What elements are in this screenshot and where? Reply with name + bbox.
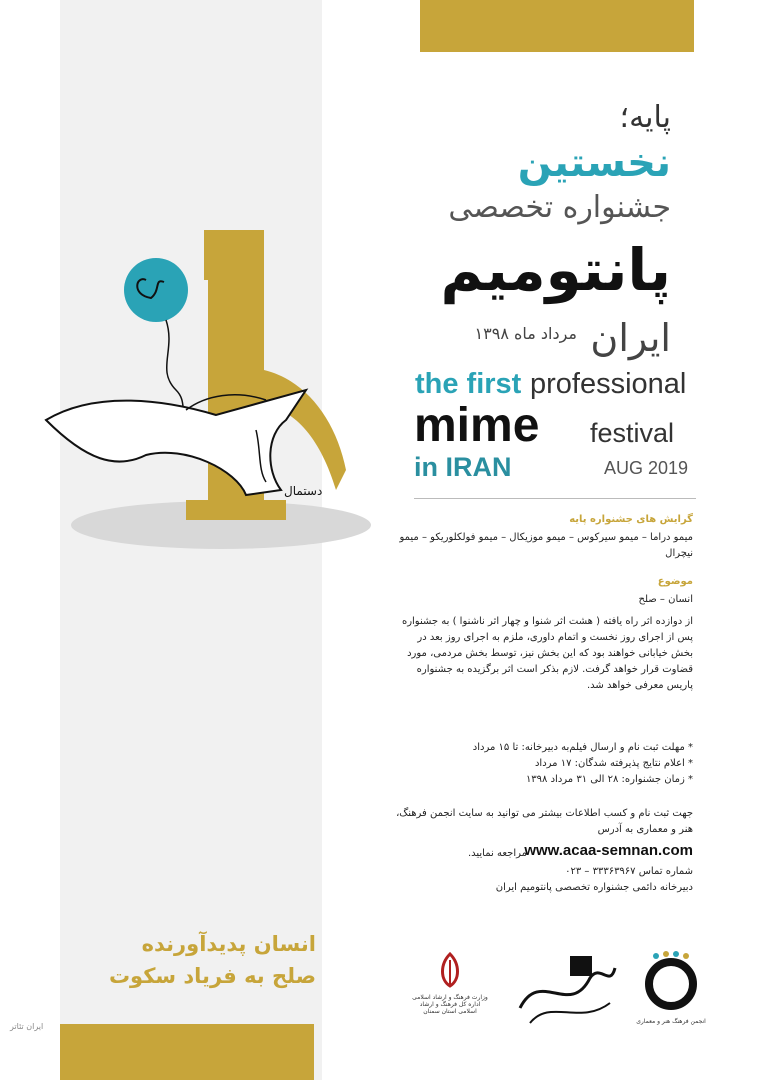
slogan-line-1: انسان پدیدآورنده xyxy=(141,932,316,956)
website-link[interactable]: www.acaa-semnan.com xyxy=(524,842,693,859)
genres-text: میمو دراما – میمو سیرکوس – میمو موزیکال – میمو فولکلوریکو – میمو نیچرال xyxy=(399,532,693,559)
topic-title: موضوع xyxy=(657,576,693,587)
date-fa: مرداد ماه ۱۳۹۸ xyxy=(474,324,577,343)
en-date: AUG 2019 xyxy=(604,458,689,478)
description-paragraph: از دوازده اثر راه یافته ( هشت اثر شنوا و چهار اثر ناشنوا ) به جشنواره پس از اجرای روز نخست و اتمام داوری، ملزم به اجرای روز بعد در بخش خیابانی خواهند بود که این بخش نیز، توسط بخش مردمی، مورد قضاوت قرار خواهد گرفت. لازم بذکر است اثر برگزیده به جشنواره پاریس معرفی خواهد شد. xyxy=(401,616,693,691)
en-mime: mime xyxy=(414,399,540,452)
ministry-logo xyxy=(410,950,490,1015)
calligraphy-logo-icon xyxy=(510,948,620,1028)
festival-title-fa: جشنواره تخصصی xyxy=(448,190,671,225)
note-item: * مهلت ثبت نام و ارسال فیلم‌به دبیرخانه: تا ۱۵ مرداد xyxy=(472,742,693,753)
mime-artwork xyxy=(36,220,376,550)
watermark: ایران تئاتر xyxy=(10,1022,44,1031)
iran-title-fa: ایران xyxy=(590,316,671,360)
association-caption: انجمن فرهنگ هنر و معماری xyxy=(636,1018,706,1025)
first-title: نخستین xyxy=(517,140,671,186)
en-in-iran: in IRAN xyxy=(414,452,512,482)
pre-title: پایه؛ xyxy=(619,100,671,135)
ministry-caption: وزارت فرهنگ و ارشاد اسلامی اداره کل فرهنگ و ارشاد اسلامی استان سمنان xyxy=(412,994,488,1015)
dove-figure xyxy=(46,390,306,495)
artist-signature: دستمال xyxy=(284,484,323,498)
ministry-emblem-icon xyxy=(410,950,490,990)
top-gold-bar xyxy=(420,0,694,52)
divider xyxy=(414,498,696,499)
en-professional: professional xyxy=(530,368,687,400)
deadline-notes xyxy=(393,740,693,788)
website-suffix: مراجعه نمایید. xyxy=(467,848,527,859)
phone-number: شماره تماس ۳۳۳۶۳۹۶۷ – ۰۲۳ xyxy=(565,866,693,877)
association-emblem-icon xyxy=(636,948,706,1014)
contact-text: جهت ثبت نام و کسب اطلاعات بیشتر می توانید به سایت انجمن فرهنگ، هنر و معماری به آدرس xyxy=(396,808,693,835)
slogan-line-2: صلح به فریاد سکوت xyxy=(108,964,316,988)
theatre-institute-logo xyxy=(510,948,620,1032)
note-item: * اعلام نتایج پذیرفته شدگان: ۱۷ مرداد xyxy=(534,758,693,769)
note-item: * زمان جشنواره: ۲۸ الی ۳۱ مرداد ۱۳۹۸ xyxy=(525,774,693,785)
bottom-gold-bar xyxy=(60,1024,314,1080)
secretariat-text: دبیرخانه دائمی جشنواره تخصصی پانتومیم ایران xyxy=(495,882,693,893)
en-the-first: the first xyxy=(415,368,522,400)
en-festival: festival xyxy=(590,418,675,448)
pantomime-title-fa: پانتومیم xyxy=(440,236,671,304)
topic-text: انسان – صلح xyxy=(638,594,693,605)
genres-title: گرایش های جشنواره پایه xyxy=(569,514,693,525)
association-logo xyxy=(636,948,706,1025)
